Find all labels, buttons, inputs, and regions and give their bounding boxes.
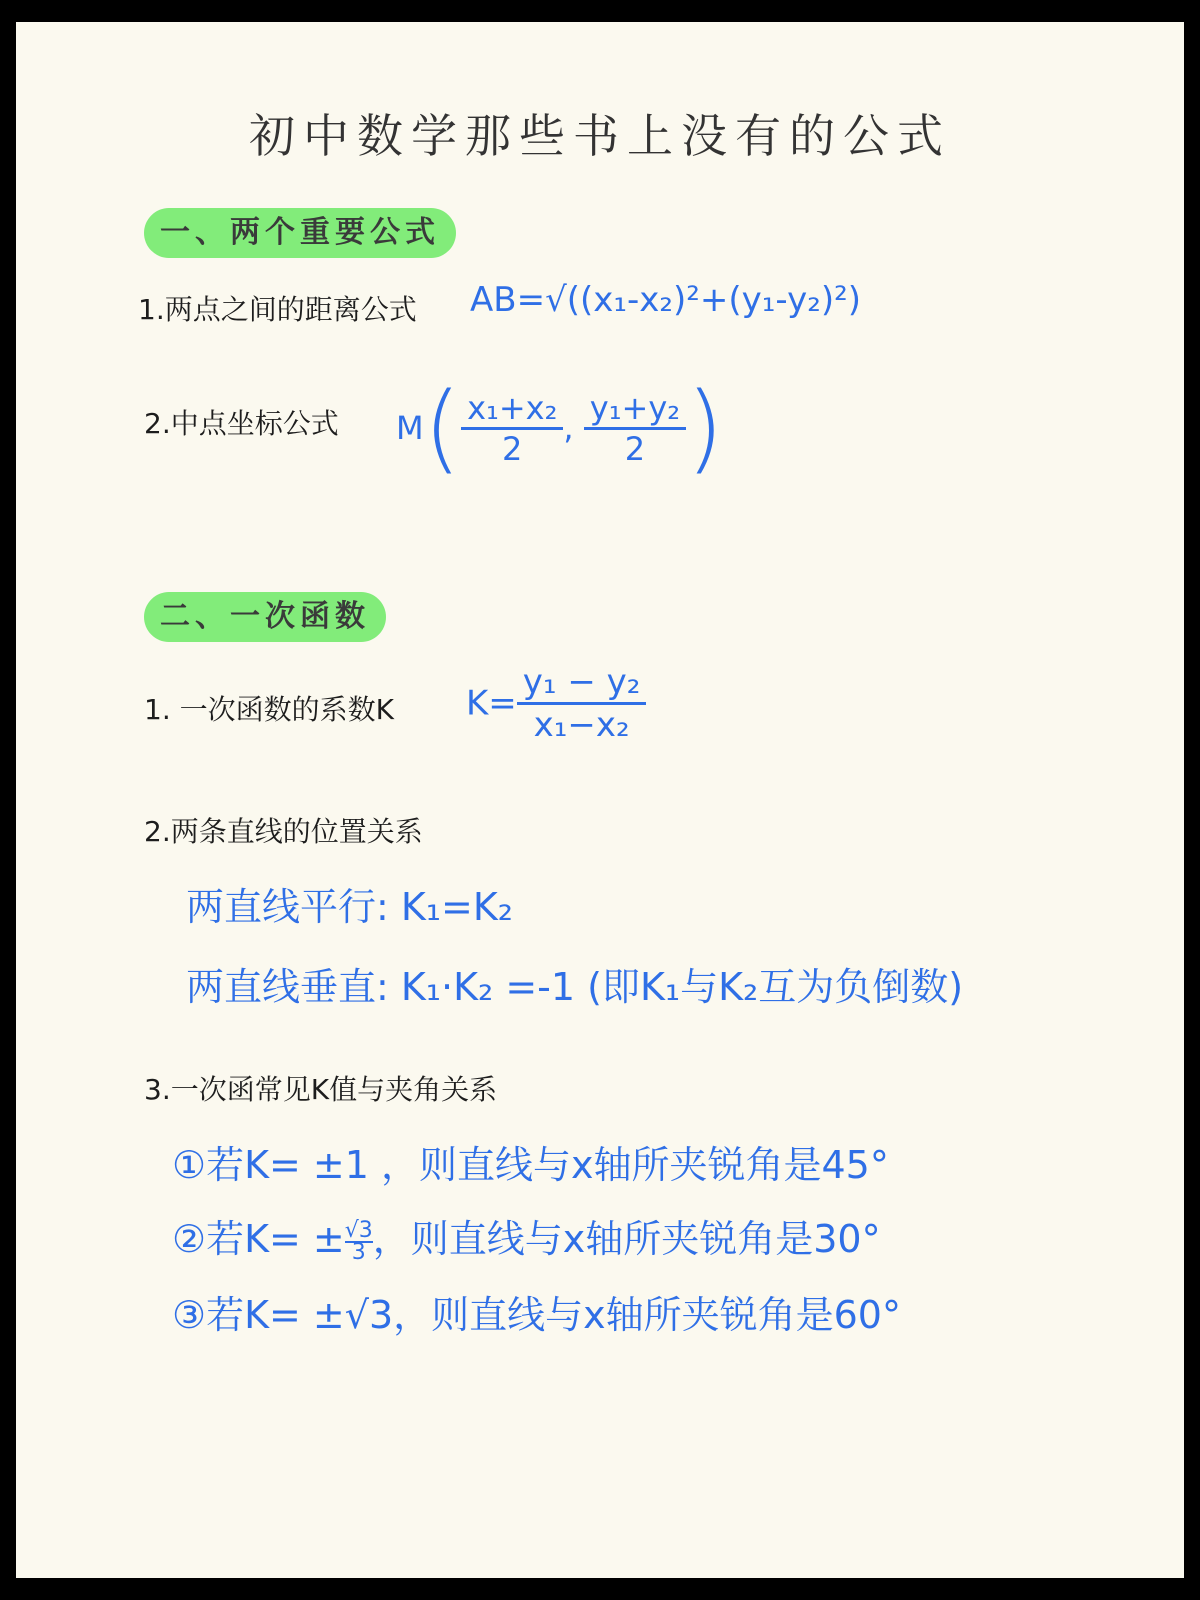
parallel-rule: 两直线平行: K₁=K₂ xyxy=(186,885,514,929)
angle-rule-30-numerator: √3 xyxy=(344,1217,373,1243)
line-relation-label: 2.两条直线的位置关系 xyxy=(144,815,423,848)
angle-rule-60 xyxy=(172,1284,901,1339)
slope-fraction xyxy=(517,662,647,745)
perpendicular-rule: 两直线垂直: K₁·K₂ =-1 (即K₁与K₂互为负倒数) xyxy=(186,965,964,1009)
distance-formula-label: 1.两点之间的距离公式 xyxy=(138,293,417,326)
midpoint-x-fraction xyxy=(461,389,563,468)
angle-rule-30-fraction xyxy=(344,1217,373,1265)
angle-relation-label: 3.一次函常见K值与夹角关系 xyxy=(144,1073,498,1106)
slope-denominator: x₁−x₂ xyxy=(533,705,630,745)
slope-label: 1. 一次函数的系数K xyxy=(144,693,394,726)
section-tag-formulas: 一、两个重要公式 xyxy=(144,208,456,258)
angle-rule-30-suffix: ，则直线与x轴所夹锐角是30° xyxy=(372,1217,881,1261)
slope-formula xyxy=(466,662,646,745)
angle-rule-45: ①若K= ±1 ，则直线与x轴所夹锐角是45° xyxy=(172,1143,889,1187)
midpoint-x-denominator: 2 xyxy=(502,429,523,468)
midpoint-x-numerator: x₁+x₂ xyxy=(467,388,558,427)
midpoint-M: M xyxy=(396,409,424,447)
note-page xyxy=(16,22,1184,1578)
angle-rule-30-prefix: ②若K= ± xyxy=(172,1217,345,1261)
angle-rule-30-denominator: 3 xyxy=(351,1239,366,1265)
angle-rule-60-sqrt: √3 xyxy=(344,1293,394,1337)
midpoint-formula-label: 2.中点坐标公式 xyxy=(144,407,339,440)
midpoint-formula: M( $\frac{\text{x₁+x₂}}{2}$ , $\frac{\text{y₁+y₂}}{2}$ ) xyxy=(396,372,724,484)
midpoint-y-numerator: y₁+y₂ xyxy=(589,388,681,427)
angle-rule-60-suffix: ，则直线与x轴所夹锐角是60° xyxy=(393,1293,901,1337)
angle-rule-60-prefix: ③若K= ± xyxy=(172,1293,345,1337)
slope-K: K= xyxy=(466,683,517,724)
distance-formula: AB=√((x₁-x₂)²+(y₁-y₂)²) xyxy=(470,280,862,320)
midpoint-y-fraction xyxy=(584,389,686,468)
angle-rule-30 xyxy=(172,1208,881,1263)
section-tag-linear-function: 二、一次函数 xyxy=(144,592,386,642)
midpoint-y-denominator: 2 xyxy=(624,429,646,468)
page-title: 初中数学那些书上没有的公式 xyxy=(249,109,951,163)
slope-numerator: y₁ − y₂ xyxy=(522,662,641,702)
